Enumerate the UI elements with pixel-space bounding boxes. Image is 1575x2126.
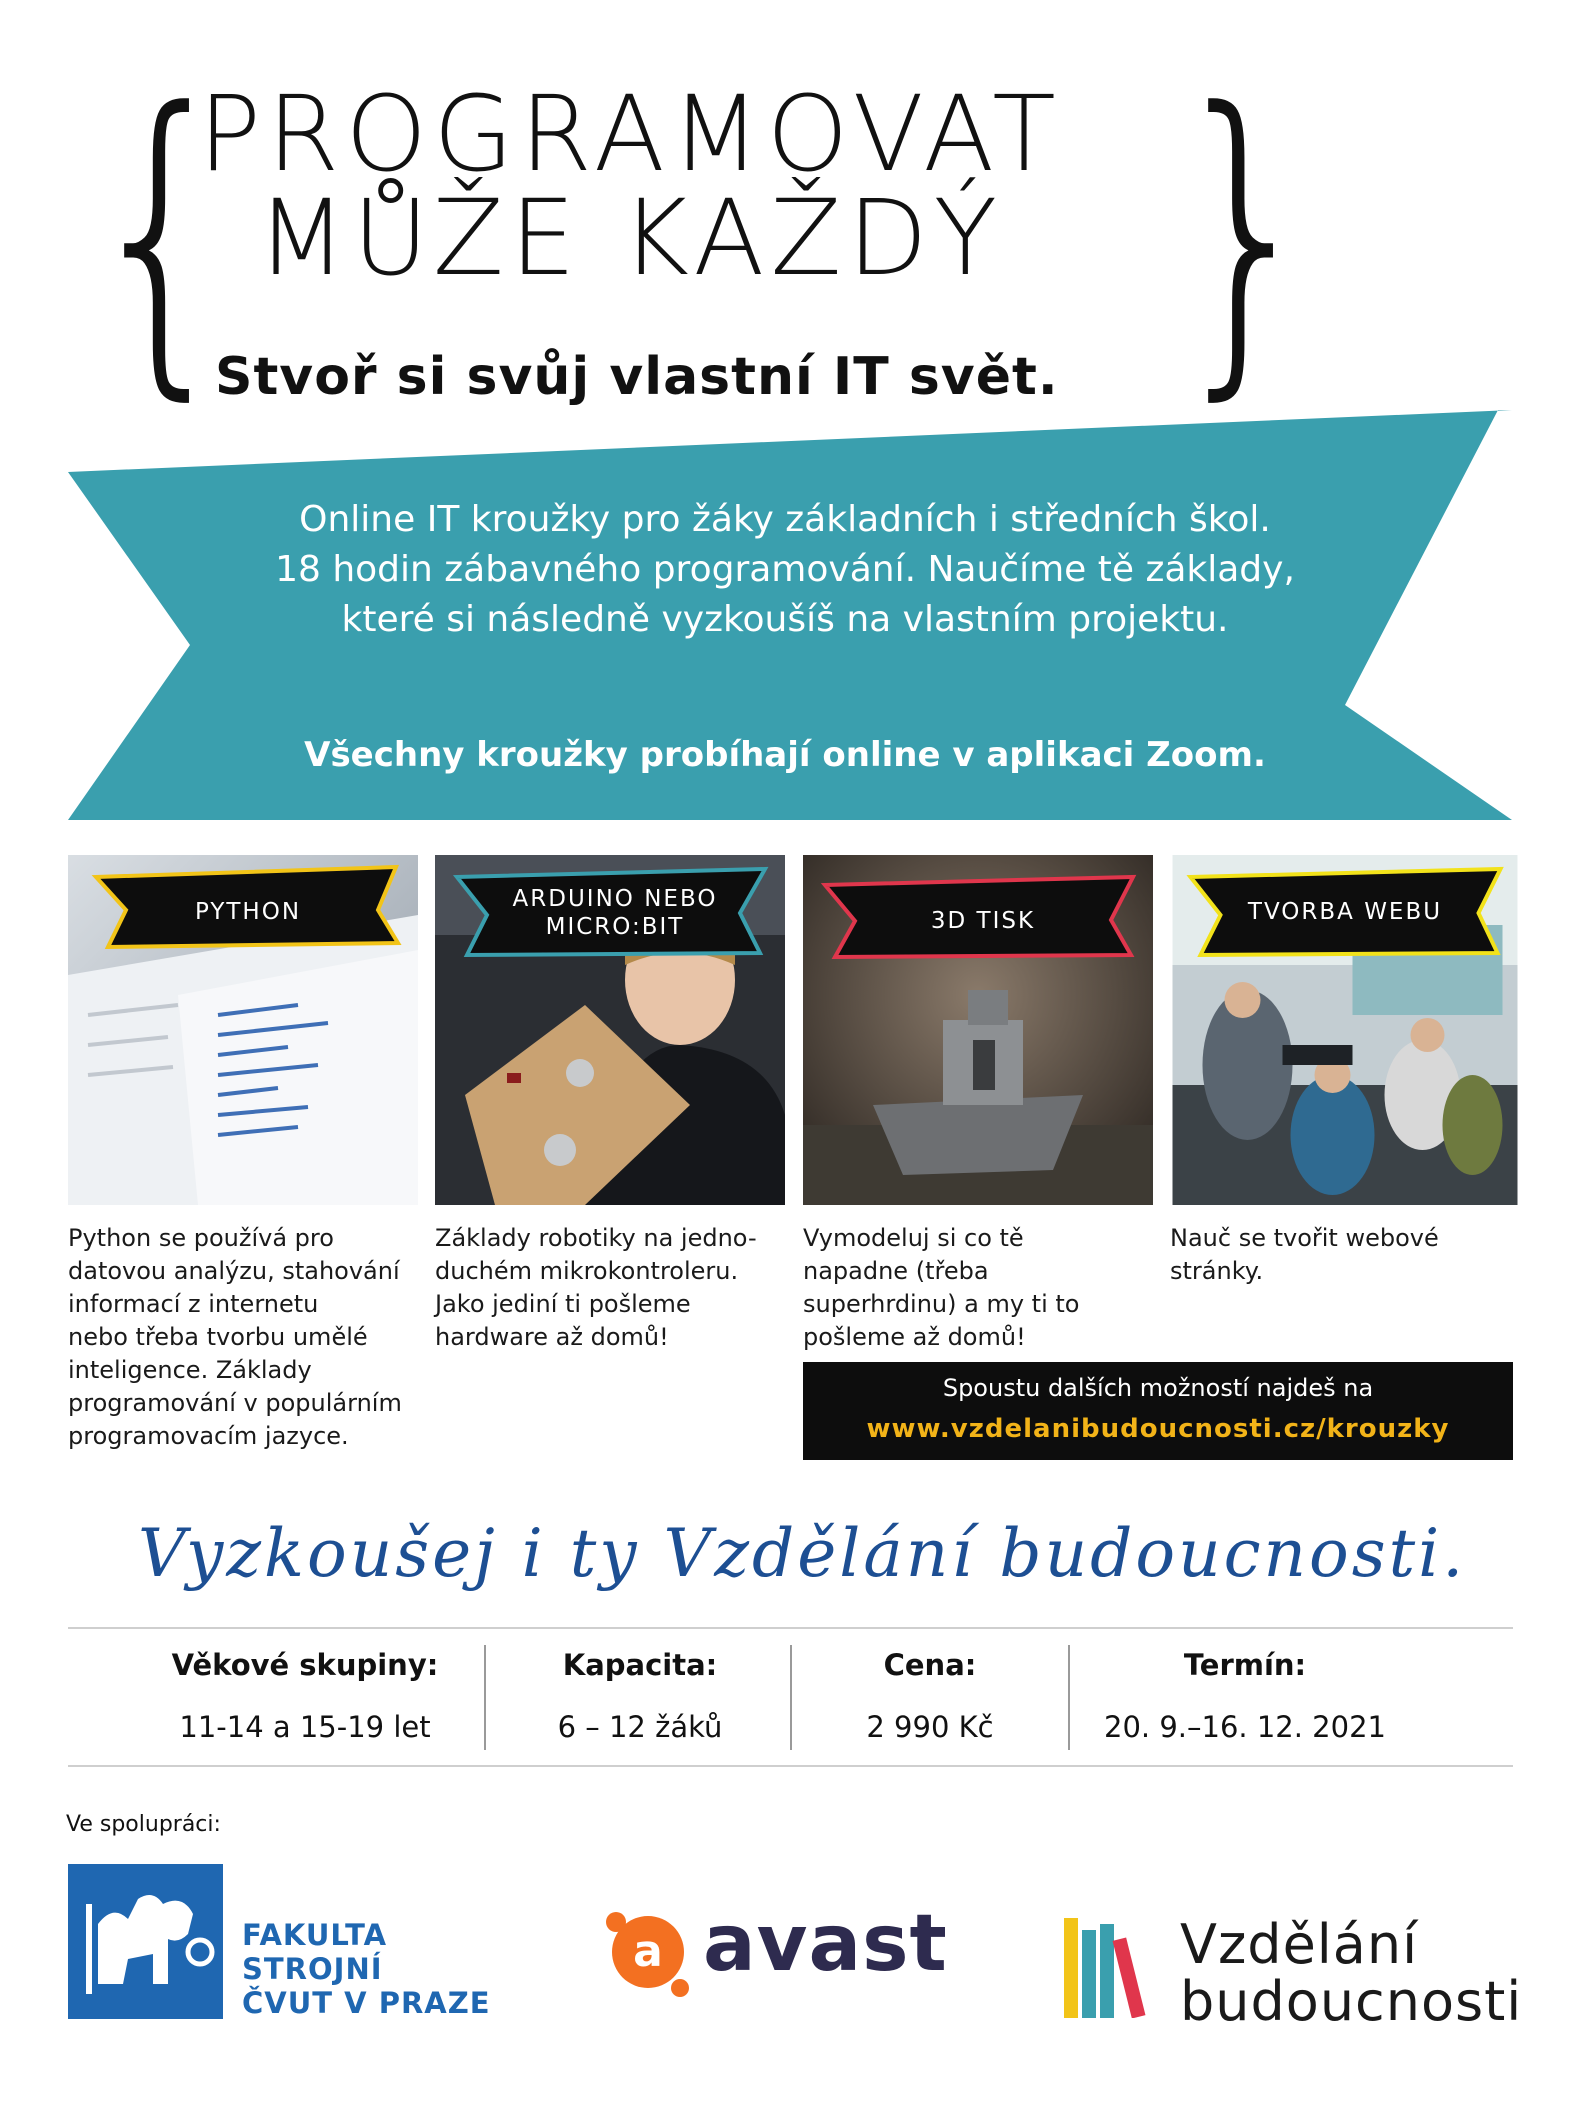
- banner-line-3: které si následně vyzkoušíš na vlastním projektu.: [341, 599, 1229, 640]
- banner-zoom-line: Všechny kroužky probíhají online v aplikaci Zoom.: [304, 735, 1266, 775]
- avast-logo-mark: [598, 1900, 698, 2000]
- left-curly-brace: {: [82, 43, 240, 427]
- tag-python: PYTHON: [194, 899, 302, 925]
- card-desc-3d-print: Vymodeluj si co tě napadne (třeba superhrdinu) a my ti to pošleme až domů!: [803, 1224, 1080, 1351]
- subtitle: Stvoř si svůj vlastní IT svět.: [215, 347, 1059, 407]
- info-term: [1080, 1648, 1410, 1744]
- info-value: 20. 9.–16. 12. 2021: [1104, 1710, 1386, 1744]
- info-price: [800, 1648, 1060, 1744]
- more-info-link[interactable]: www.vzdelanibudoucnosti.cz/krouzky: [866, 1414, 1450, 1444]
- info-column-divider: [1068, 1645, 1070, 1750]
- tag-web: TVORBA WEBU: [1247, 899, 1443, 925]
- cvut-line-2: STROJNÍ: [242, 1952, 383, 1986]
- info-top-divider: [68, 1627, 1513, 1629]
- info-age-groups: [150, 1648, 460, 1744]
- info-bottom-divider: [68, 1765, 1513, 1767]
- right-curly-brace: }: [1166, 43, 1324, 427]
- vzdelani-line-1: Vzdělání: [1180, 1913, 1419, 1976]
- more-info-text: Spoustu dalších možností najdeš na: [942, 1374, 1374, 1402]
- tag-3d-print: 3D TISK: [930, 908, 1036, 934]
- info-label: Věkové skupiny:: [171, 1648, 439, 1682]
- card-desc-web: Nauč se tvořit webové stránky.: [1170, 1224, 1439, 1285]
- info-column-divider: [790, 1645, 792, 1750]
- tag-arduino: ARDUINO NEBO MICRO:BIT: [512, 886, 718, 940]
- banner-line-2: 18 hodin zábavného programování. Naučíme tě základy,: [275, 549, 1295, 590]
- banner-line-1: Online IT kroužky pro žáky základních i středních škol.: [299, 499, 1271, 540]
- vzdelani-line-2: budoucnosti: [1180, 1970, 1523, 2033]
- info-value: 2 990 Kč: [866, 1710, 994, 1744]
- info-column-divider: [484, 1645, 486, 1750]
- info-value: 11-14 a 15-19 let: [179, 1710, 431, 1744]
- cvut-line-3: ČVUT V PRAZE: [242, 1986, 491, 2020]
- info-capacity: [500, 1648, 780, 1744]
- info-label: Termín:: [1183, 1648, 1307, 1682]
- title-line-2: MŮŽE KAŽDÝ: [256, 177, 1004, 299]
- info-value: 6 – 12 žáků: [557, 1710, 723, 1744]
- card-desc-python: Python se používá pro datovou analýzu, stahování informací z internetu nebo třeba tvorbu umělé inteligence. Základy programování v populárním programovacím jazyce.: [68, 1224, 402, 1450]
- books-logo-icon: [1060, 1908, 1170, 2018]
- slogan: Vyzkoušej i ty Vzdělání budoucnosti.: [138, 1515, 1467, 1592]
- card-desc-arduino: Základy robotiky na jedno- duchém mikrokontroleru. Jako jediní ti pošleme hardware až domů!: [435, 1224, 757, 1351]
- title-line-1: PROGRAMOVAT: [198, 73, 1062, 195]
- avast-badge-letter: a: [633, 1926, 663, 1977]
- info-label: Kapacita:: [562, 1648, 718, 1682]
- info-label: Cena:: [883, 1648, 977, 1682]
- avast-wordmark: avast: [703, 1899, 948, 1989]
- cvut-line-1: FAKULTA: [242, 1918, 388, 1952]
- more-info-box: [803, 1362, 1513, 1460]
- cooperation-label: Ve spolupráci:: [66, 1812, 221, 1837]
- cvut-lion-logo: [68, 1864, 223, 2019]
